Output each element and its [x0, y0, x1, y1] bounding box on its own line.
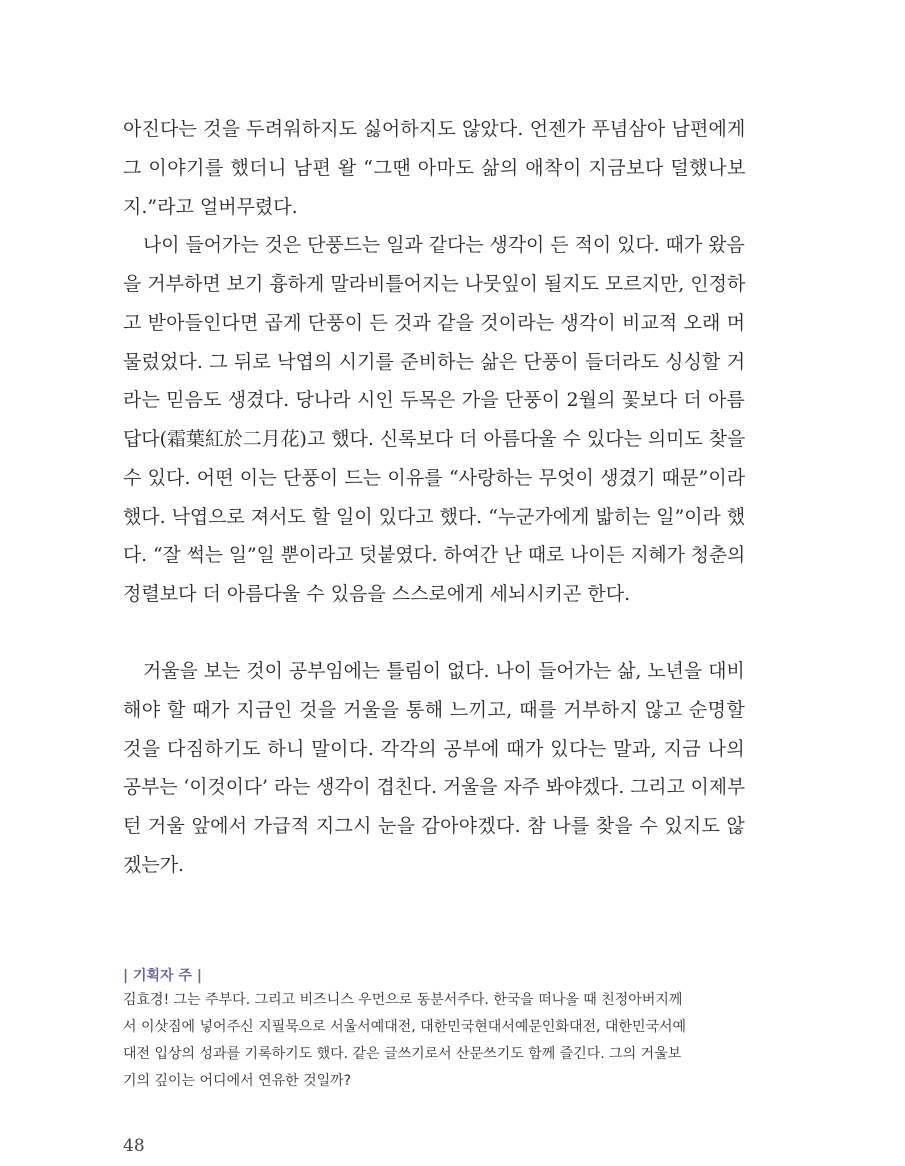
paragraph-3-line-2: 해야 할 때가 지금인 것을 거울을 통해 느끼고, 때를 거부하지 않고 순명할 — [123, 699, 746, 721]
paragraph-1-line-2: 그 이야기를 했더니 남편 왈 “그땐 아마도 삶의 애착이 지금보다 덜했나보 — [123, 157, 746, 179]
paragraph-2-line-2: 을 거부하면 보기 흉하게 말라비틀어지는 나뭇잎이 될지도 모르지만, 인정하 — [123, 273, 746, 295]
paragraph-2-line-9: 다. “잘 썩는 일”일 뿐이라고 덧붙였다. 하여간 난 때로 나이든 지혜가 청춘의 — [123, 544, 746, 566]
paragraph-1-line-1: 아진다는 것을 두려워하지도 싫어하지도 않았다. 언젠가 푸념삼아 남편에게 — [123, 118, 746, 140]
paragraph-2-line-1: 나이 들어가는 것은 단풍드는 일과 같다는 생각이 든 적이 있다. 때가 왔음 — [143, 234, 745, 256]
paragraph-3-line-3: 것을 다짐하기도 하니 말이다. 각각의 공부에 때가 있다는 말과, 지금 나의 — [123, 738, 746, 760]
editor-note-line-1: 김효경! 그는 주부다. 그리고 비즈니스 우먼으로 동분서주다. 한국을 떠나올 때 친정아버지께 — [123, 992, 683, 1008]
editor-note-title: | 기획자 주 | — [123, 968, 202, 984]
editor-note-line-2: 서 이삿짐에 넣어주신 지필묵으로 서울서예대전, 대한민국현대서예문인화대전, 대한민국서예 — [123, 1019, 687, 1035]
paragraph-3-line-1: 거울을 보는 것이 공부임에는 틀림이 없다. 나이 들어가는 삶, 노년을 대비 — [143, 660, 745, 682]
paragraph-2-line-8: 했다. 낙엽으로 져서도 할 일이 있다고 했다. “누군가에게 밟히는 일”이라 했 — [123, 506, 746, 528]
page-number: 48 — [123, 1136, 145, 1156]
paragraph-3-line-5: 턴 거울 앞에서 가급적 지그시 눈을 감아야겠다. 참 나를 찾을 수 있지도 않 — [123, 815, 746, 837]
editor-note-line-3: 대전 입상의 성과를 기록하기도 했다. 같은 글쓰기로서 산문쓰기도 함께 즐긴다. 그의 거울보 — [123, 1046, 682, 1062]
paragraph-2-line-3: 고 받아들인다면 곱게 단풍이 든 것과 같을 것이라는 생각이 비교적 오래 머 — [123, 312, 746, 334]
paragraph-2-line-5: 라는 믿음도 생겼다. 당나라 시인 두목은 가을 단풍이 2월의 꽃보다 더 아름 — [123, 389, 745, 411]
editor-note-line-4: 기의 깊이는 어디에서 연유한 것일까? — [123, 1073, 352, 1089]
paragraph-3-line-4: 공부는 ‘이것이다’ 라는 생각이 겹친다. 거울을 자주 봐야겠다. 그리고 이제부 — [123, 776, 746, 798]
paragraph-2-line-4: 물렀었다. 그 뒤로 낙엽의 시기를 준비하는 삶은 단풍이 들더라도 싱싱할 거 — [123, 351, 746, 373]
paragraph-2-line-7: 수 있다. 어떤 이는 단풍이 드는 이유를 “사랑하는 무엇이 생겼기 때문”이라 — [123, 467, 746, 489]
paragraph-2-line-10: 정렬보다 더 아름다울 수 있음을 스스로에게 세뇌시키곤 한다. — [123, 583, 631, 605]
paragraph-1-line-3: 지.”라고 얼버무렸다. — [123, 196, 298, 218]
paragraph-2-line-6: 답다(霜葉紅於二月花)고 했다. 신록보다 더 아름다울 수 있다는 의미도 찾을 — [123, 428, 746, 450]
paragraph-3-line-6: 겠는가. — [123, 854, 185, 876]
